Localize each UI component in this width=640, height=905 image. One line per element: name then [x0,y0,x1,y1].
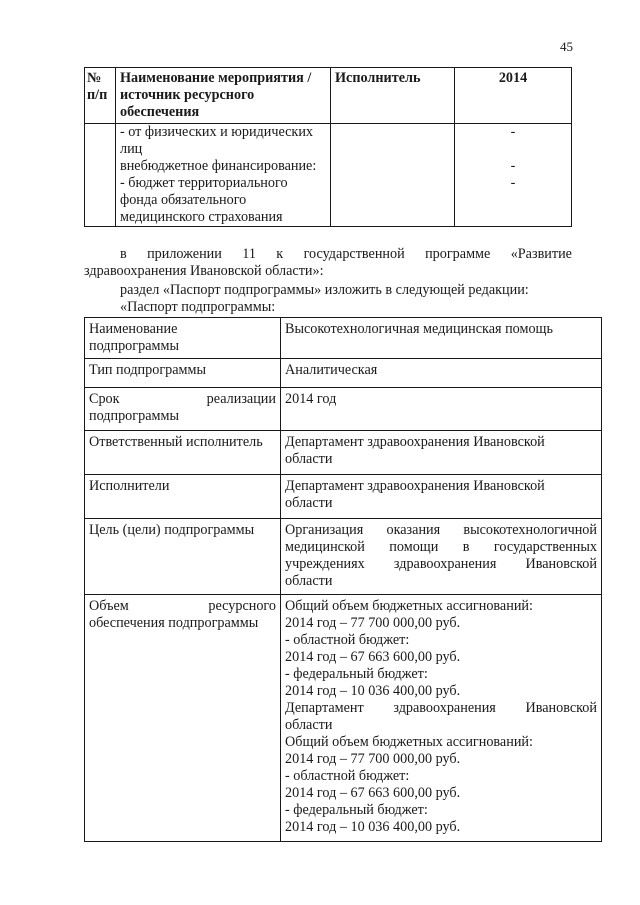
row-num-cell [85,124,116,227]
passport-value [281,431,602,475]
amendment-line [84,246,572,263]
value-line [285,556,597,573]
passport-row-volume [85,595,602,842]
passport-label: Ответственный исполнитель [85,431,281,475]
passport-row-executors [85,475,602,519]
word: 11 [242,246,256,262]
amendment-line: здравоохранения Ивановской области»: [84,263,324,279]
row-value: - [510,158,516,174]
value-line: Департамент здравоохранения Ивановской [285,434,545,450]
value-line: - федеральный бюджет: [285,802,428,818]
word: Ивановской [525,700,597,716]
passport-row-name [85,318,602,359]
word: ресурсного [208,598,276,614]
word: реализации [206,391,276,407]
value-line: области [285,495,333,511]
value-line: области [285,573,333,589]
label-line: подпрограммы [89,338,179,354]
row-year-cell [455,124,572,227]
header-name-line: обеспечения [120,104,200,120]
word: в [120,246,127,262]
header-num-line: № [87,70,102,86]
word: приложении [147,246,222,262]
passport-label: Тип подпрограммы [85,359,281,388]
value-line: 2014 год – 10 036 400,00 руб. [285,819,461,835]
passport-label: Цель (цели) подпрограммы [85,519,281,595]
passport-row-goal [85,519,602,595]
row-name-line: - бюджет территориального [120,175,288,191]
passport-label [85,595,281,842]
value-line: - федеральный бюджет: [285,666,428,682]
row-executor-cell [331,124,455,227]
word: государственных [493,539,597,555]
row-name-line: медицинского страхования [120,209,283,225]
header-name [116,68,331,124]
word: высокотехнологичной [463,522,597,538]
word: оказания [386,522,441,538]
passport-row-responsible [85,431,602,475]
header-name-line: Наименование мероприятия / [120,70,312,86]
passport-value [281,519,602,595]
table-row [85,124,572,227]
header-year: 2014 [455,68,572,124]
row-value-spacer [459,141,567,158]
word: государственной [303,246,405,262]
passport-label: Исполнители [85,475,281,519]
passport-row-term [85,388,602,431]
word: в [462,539,470,555]
passport-value [281,595,602,842]
value-line: Общий объем бюджетных ассигнований: [285,734,533,750]
word: Объем [89,598,129,614]
value-line [285,539,597,556]
word: Срок [89,391,120,407]
passport-label [85,318,281,359]
value-line: - областной бюджет: [285,632,410,648]
word: «Развитие [510,246,572,262]
amendment-paragraph [84,246,572,280]
value-line: области [285,717,333,733]
row-value: - [510,175,516,191]
word: помощи [389,539,439,555]
passport-value [281,475,602,519]
value-line: Департамент здравоохранения Ивановской [285,478,545,494]
word: здравоохранения [393,700,496,716]
header-name-line: источник ресурсного [120,87,255,103]
row-name-line: - от физических и юридических [120,124,314,140]
value-line: 2014 год – 67 663 600,00 руб. [285,649,461,665]
passport-value: 2014 год [281,388,602,431]
funding-table-header [85,68,572,124]
row-name-line: внебюджетное финансирование: [120,158,317,174]
word: медицинской [285,539,365,555]
row-value: - [510,124,516,140]
value-line: области [285,451,333,467]
page-number: 45 [560,39,573,54]
header-num [85,68,116,124]
value-line [285,522,597,539]
value-line [285,700,597,717]
label-line [89,598,276,615]
section-instruction: раздел «Паспорт подпрограммы» изложить в следующей редакции: [120,282,529,298]
header-executor: Исполнитель [331,68,455,124]
word: Организация [285,522,364,538]
funding-table [84,67,572,227]
word: Ивановской [525,556,597,572]
label-line: обеспечения подпрограммы [89,615,259,631]
passport-heading: «Паспорт подпрограммы: [120,299,276,315]
word: Департамент [285,700,364,716]
value-line: Общий объем бюджетных ассигнований: [285,598,533,614]
row-name-line: фонда обязательного [120,192,247,208]
value-line: 2014 год – 77 700 000,00 руб. [285,615,461,631]
word: к [276,246,284,262]
header-num-line: п/п [87,87,108,103]
value-line: 2014 год – 67 663 600,00 руб. [285,785,461,801]
row-name-line: лиц [120,141,143,157]
passport-table [84,317,602,842]
passport-row-type [85,359,602,388]
value-line: - областной бюджет: [285,768,410,784]
passport-value: Высокотехнологичная медицинская помощь [281,318,602,359]
word: программе [425,246,491,262]
label-line: подпрограммы [89,408,179,424]
row-name-cell [116,124,331,227]
word: здравоохранения [393,556,497,572]
word: учреждениях [285,556,365,572]
value-line: 2014 год – 77 700 000,00 руб. [285,751,461,767]
value-line: 2014 год – 10 036 400,00 руб. [285,683,461,699]
passport-value: Аналитическая [281,359,602,388]
passport-label [85,388,281,431]
label-line [89,391,276,408]
label-line: Наименование [89,321,178,337]
